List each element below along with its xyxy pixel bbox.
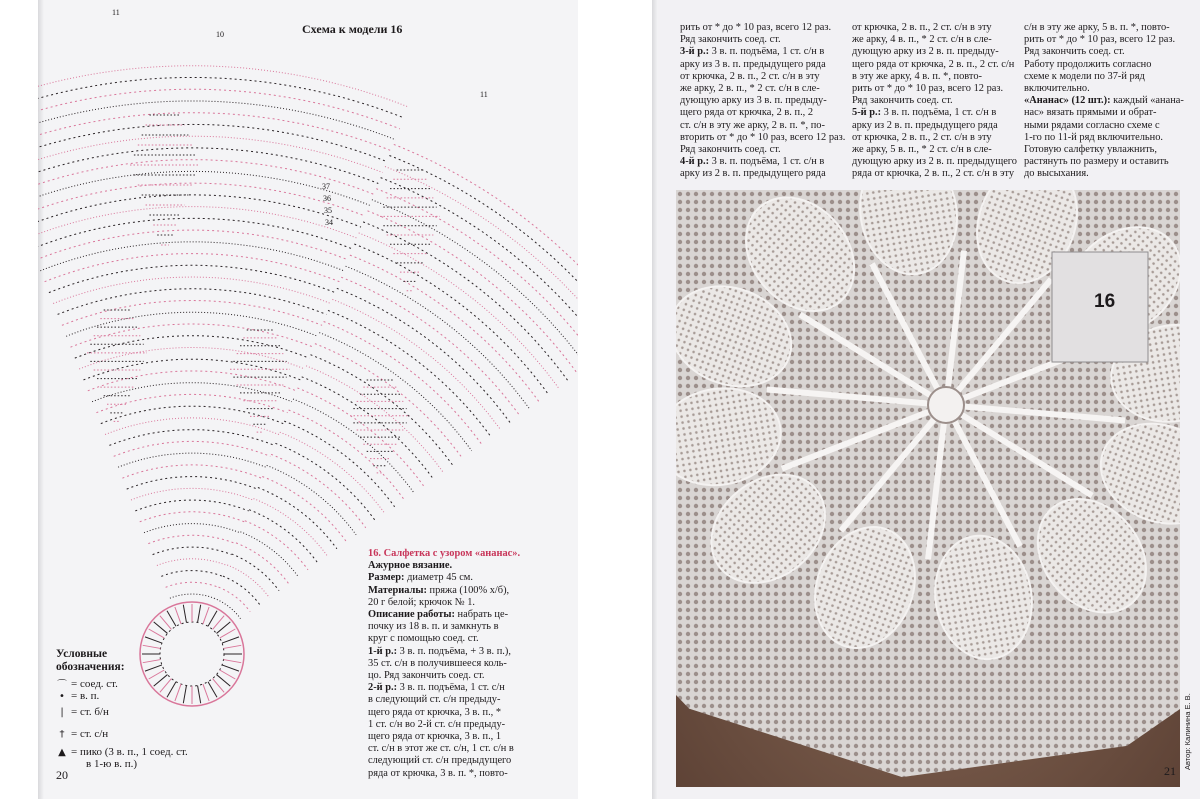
chart-row	[144, 524, 240, 533]
photo-model-number: 16	[1094, 291, 1116, 312]
text-line: вторить от * до * 10 раз, всего 12 раз.	[680, 131, 846, 143]
text-line: арку из 3 в. п. предыдущего ряда	[680, 58, 826, 70]
row-number: 11	[112, 8, 120, 17]
legend-item: † = ст. с/н	[56, 728, 108, 740]
text-line: Ряд закончить соед. ст.	[1024, 46, 1125, 58]
chart-row	[394, 144, 578, 331]
text-line: Размер: диаметр 45 см.	[368, 572, 473, 584]
stitch-mark	[213, 616, 225, 630]
stitch-mark	[175, 607, 181, 624]
stitch-mark	[167, 611, 176, 627]
text-line: от крючка, 2 в. п., 2 ст. с/н в эту	[852, 22, 992, 33]
row-number: 10	[216, 30, 224, 39]
chart-row	[38, 89, 400, 129]
chart-row	[306, 366, 443, 472]
chart-row	[153, 547, 232, 555]
picot-triangle-icon: ▲	[58, 746, 66, 758]
stitch-mark	[143, 645, 161, 648]
chart-row	[157, 559, 227, 566]
text-line: дующую арку из 2 в. п. предыду-	[852, 46, 999, 58]
chart-row	[284, 421, 394, 507]
chart-row	[258, 488, 337, 549]
chart-row	[311, 355, 453, 465]
text-line: включительно.	[1024, 83, 1090, 95]
stitch-mark	[149, 670, 165, 679]
chart-row	[79, 348, 305, 370]
legend-title: обозначения:	[56, 661, 125, 673]
legend-item: | = ст. б/н	[56, 706, 109, 718]
chart-row	[315, 344, 462, 458]
text-line: почку из 18 в. п. и замкнуть в	[368, 621, 499, 633]
stitch-mark	[145, 665, 162, 671]
stitch-mark	[208, 682, 217, 698]
chart-row	[359, 233, 559, 388]
chart-row	[236, 543, 289, 584]
text-line: ными рядами согласно схеме с	[1024, 119, 1160, 131]
chart-row	[140, 512, 245, 522]
text-line: в следующий ст. с/н предыду-	[368, 694, 501, 706]
text-line: щего ряда от крючка, 2 в. п., 2 ст. с/н	[852, 58, 1015, 70]
chart-row	[166, 582, 219, 587]
text-line: в эту же арку, 4 в. п. *, повто-	[852, 70, 982, 82]
stitch-mark	[213, 679, 225, 693]
stitch-mark	[154, 622, 168, 634]
page-number: 21	[1164, 764, 1176, 778]
stitch-mark	[183, 686, 186, 704]
chart-row	[262, 477, 346, 542]
chart-row	[254, 499, 328, 556]
chart-row	[66, 312, 318, 336]
chain-arc-icon: ⌒	[57, 680, 67, 691]
stitch-mark	[217, 675, 231, 687]
text-line: до высыхания.	[1024, 168, 1089, 180]
chart-row	[109, 430, 274, 446]
text-line: арку из 2 в. п. предыдущего ряда	[852, 119, 998, 131]
text-line: растянуть по размеру и оставить	[1024, 156, 1169, 168]
text-line: цо. Ряд закончить соед. ст.	[368, 670, 485, 682]
text-line: Работу продолжить согласно	[1024, 58, 1152, 70]
chart-row	[75, 336, 309, 358]
legend-item: • = в. п.	[56, 690, 99, 702]
chart-row	[38, 78, 404, 119]
chart-row	[38, 113, 391, 151]
chart-row	[280, 432, 385, 514]
chart-row	[38, 218, 352, 249]
chart-row	[368, 211, 578, 374]
tall-stitch-icon: †	[59, 728, 65, 740]
chart-row	[53, 277, 331, 304]
text-line: следующий ст. с/н предыдущего	[368, 755, 512, 767]
text-column-1	[680, 22, 845, 181]
center-ring	[160, 622, 224, 686]
chart-row	[96, 394, 287, 412]
chart-row	[240, 532, 298, 577]
row-number: 37	[322, 182, 330, 191]
chart-row	[135, 500, 248, 511]
photo-credit: Автор: Калинина Е. В.	[1183, 693, 1192, 770]
text-line: же арку, 5 в. п., * 2 ст. с/н в сле-	[852, 144, 992, 156]
legend-title: Условные	[56, 648, 108, 660]
stitch-mark	[154, 675, 168, 687]
chart-row	[92, 383, 292, 402]
text-line: ряда от крючка, 3 в. п. *, повто-	[368, 767, 508, 779]
stitch-mark	[143, 660, 161, 663]
text-line: рить от * до * 10 раз, всего 12 раз.	[852, 83, 1004, 95]
text-line: Ажурное вязание.	[368, 560, 453, 572]
chart-row	[372, 200, 578, 367]
chart-row	[114, 441, 271, 456]
text-line: дующую арку из 2 в. п. предыдущего	[852, 156, 1018, 168]
stitch-mark	[198, 605, 201, 623]
chart-row	[38, 183, 365, 216]
pattern-description	[368, 548, 520, 780]
text-line: 1-й р.: 3 в. п. подъёма, + 3 в. п.),	[368, 645, 511, 657]
chart-row	[275, 443, 375, 521]
chart-row	[38, 230, 348, 260]
chart-row	[324, 322, 482, 444]
stitch-mark	[208, 611, 217, 627]
stitch-mark	[224, 660, 242, 663]
chart-row	[381, 178, 578, 353]
text-line: ст. с/н в этот же ст. с/н, 1 ст. с/н в	[368, 743, 514, 755]
text-line: арку из 2 в. п. предыдущего ряда	[680, 168, 826, 180]
row-number: 35	[324, 206, 332, 215]
text-line: рить от * до * 10 раз, всего 12 раз.	[680, 22, 832, 33]
text-line: дующую арку из 3 в. п. предыду-	[680, 95, 827, 107]
dot-icon: •	[59, 690, 65, 702]
text-line: Ряд закончить соед. ст.	[680, 34, 781, 46]
chart-row	[148, 535, 235, 543]
chart-row	[105, 418, 279, 435]
text-line: щего ряда от крючка, 3 в. п., *	[368, 706, 502, 718]
stitch-mark	[217, 622, 231, 634]
text-line: рить от * до * 10 раз, всего 12 раз.	[1024, 34, 1176, 46]
text-line: круг с помощью соед. ст.	[368, 633, 479, 645]
text-line: от крючка, 2 в. п., 2 ст. с/н в эту	[852, 131, 992, 143]
legend-item: ▲ = пико (3 в. п., 1 соед. ст.	[56, 746, 188, 758]
stitch-mark	[160, 679, 172, 693]
text-line: щего ряда от крючка, 2 в. п., 2	[680, 107, 814, 119]
text-line: ряда от крючка, 2 в. п., 2 ст. с/н в эту	[852, 168, 1015, 180]
chart-row	[38, 207, 357, 238]
row-number: 11	[480, 90, 488, 99]
chart-row	[45, 254, 340, 282]
text-line: 2-й р.: 3 в. п. подъёма, 1 ст. с/н	[368, 682, 505, 694]
chart-row	[363, 222, 568, 381]
row-number: 34	[325, 218, 333, 227]
stitch-mark	[167, 682, 176, 698]
legend-item: ⌒ = соед. ст.	[57, 677, 118, 691]
stitch-bar-icon: |	[60, 706, 64, 718]
stitch-mark	[149, 629, 165, 638]
text-line: Материалы: пряжа (100% х/б),	[368, 584, 510, 596]
stitch-mark	[203, 684, 209, 701]
text-line: нас» вязать прямыми и обрат-	[1024, 107, 1157, 119]
pattern-title: 16. Салфетка с узором «ананас».	[368, 548, 521, 559]
stitch-mark	[183, 605, 186, 623]
chart-row	[161, 571, 222, 577]
text-line: 3-й р.: 3 в. п. подъёма, 1 ст. с/н в	[680, 46, 825, 58]
text-line: с/н в эту же арку, 5 в. п. *, повто-	[1024, 22, 1170, 33]
chart-row	[40, 242, 343, 271]
chart-row	[219, 587, 251, 612]
chart-row	[289, 410, 405, 500]
stitch-mark	[220, 629, 236, 638]
text-line: Ряд закончить соед. ст.	[680, 144, 781, 156]
row-number: 36	[323, 194, 331, 203]
stitch-mark	[160, 616, 172, 630]
text-line: 5-й р.: 3 в. п. подъёма, 1 ст. с/н в	[852, 107, 997, 119]
chart-row	[223, 576, 260, 605]
chart-row	[245, 521, 308, 570]
chart-row	[38, 148, 378, 184]
chart-row	[232, 554, 280, 591]
text-line: ст. с/н в эту же арку, 2 в. п. *, по-	[680, 119, 825, 131]
stitch-mark	[203, 607, 209, 624]
chart-row	[170, 594, 214, 598]
chart-row	[58, 289, 327, 315]
chart-row	[354, 244, 548, 395]
text-column-3	[1024, 22, 1184, 181]
chart-row	[101, 406, 283, 423]
text-line: Ряд закончить соед. ст.	[852, 95, 953, 107]
chart-row	[271, 454, 366, 528]
text-line: Готовую салфетку увлажнить,	[1024, 144, 1158, 156]
chart-row	[62, 301, 322, 326]
chart-row	[88, 371, 296, 391]
text-line: Описание работы: набрать це-	[368, 609, 509, 621]
text-line: 4-й р.: 3 в. п. подъёма, 1 ст. с/н в	[680, 156, 825, 168]
chart-row	[131, 488, 253, 500]
text-line: 1-го по 11-й ряд включительно.	[1024, 131, 1164, 143]
chart-row	[49, 265, 335, 292]
text-line: щего ряда от крючка, 3 в. п., 1	[368, 731, 502, 743]
stitch-mark	[175, 684, 181, 701]
text-line: «Ананас» (12 шт.): каждый «анана-	[1024, 95, 1184, 107]
doily-center	[928, 387, 964, 423]
text-line: 35 ст. с/н в получившееся коль-	[368, 657, 507, 669]
stitch-mark	[222, 665, 239, 671]
stitch-mark	[224, 645, 242, 648]
stitch-mark	[145, 637, 162, 643]
text-line: 20 г белой; крючок № 1.	[368, 596, 476, 608]
text-column-2	[852, 22, 1017, 181]
stitch-mark	[198, 686, 201, 704]
page-number: 20	[56, 768, 68, 782]
text-line: же арку, 2 в. п., * 2 ст. с/н в сле-	[680, 83, 820, 95]
chart-row	[127, 477, 258, 490]
text-line: же арку, 4 в. п., * 2 ст. с/н в сле-	[852, 34, 992, 46]
chart-row	[38, 195, 361, 227]
stitch-mark	[222, 637, 239, 643]
text-line: от крючка, 2 в. п., 2 ст. с/н в эту	[680, 70, 820, 82]
chart-row	[328, 310, 491, 436]
scan-edge-right	[652, 0, 658, 799]
chart-row	[385, 167, 578, 346]
doily-photo	[676, 190, 1180, 787]
chart-header: Схема к модели 16	[302, 22, 403, 36]
chart-row	[376, 189, 578, 360]
legend-item: в 1-ю в. п.)	[86, 758, 138, 770]
text-line: схеме к модели по 37-й ряд	[1024, 70, 1145, 82]
stitch-mark	[220, 670, 236, 679]
text-line: 1 ст. с/н во 2-й ст. с/н предыду-	[368, 718, 506, 730]
chart-row	[319, 333, 471, 451]
